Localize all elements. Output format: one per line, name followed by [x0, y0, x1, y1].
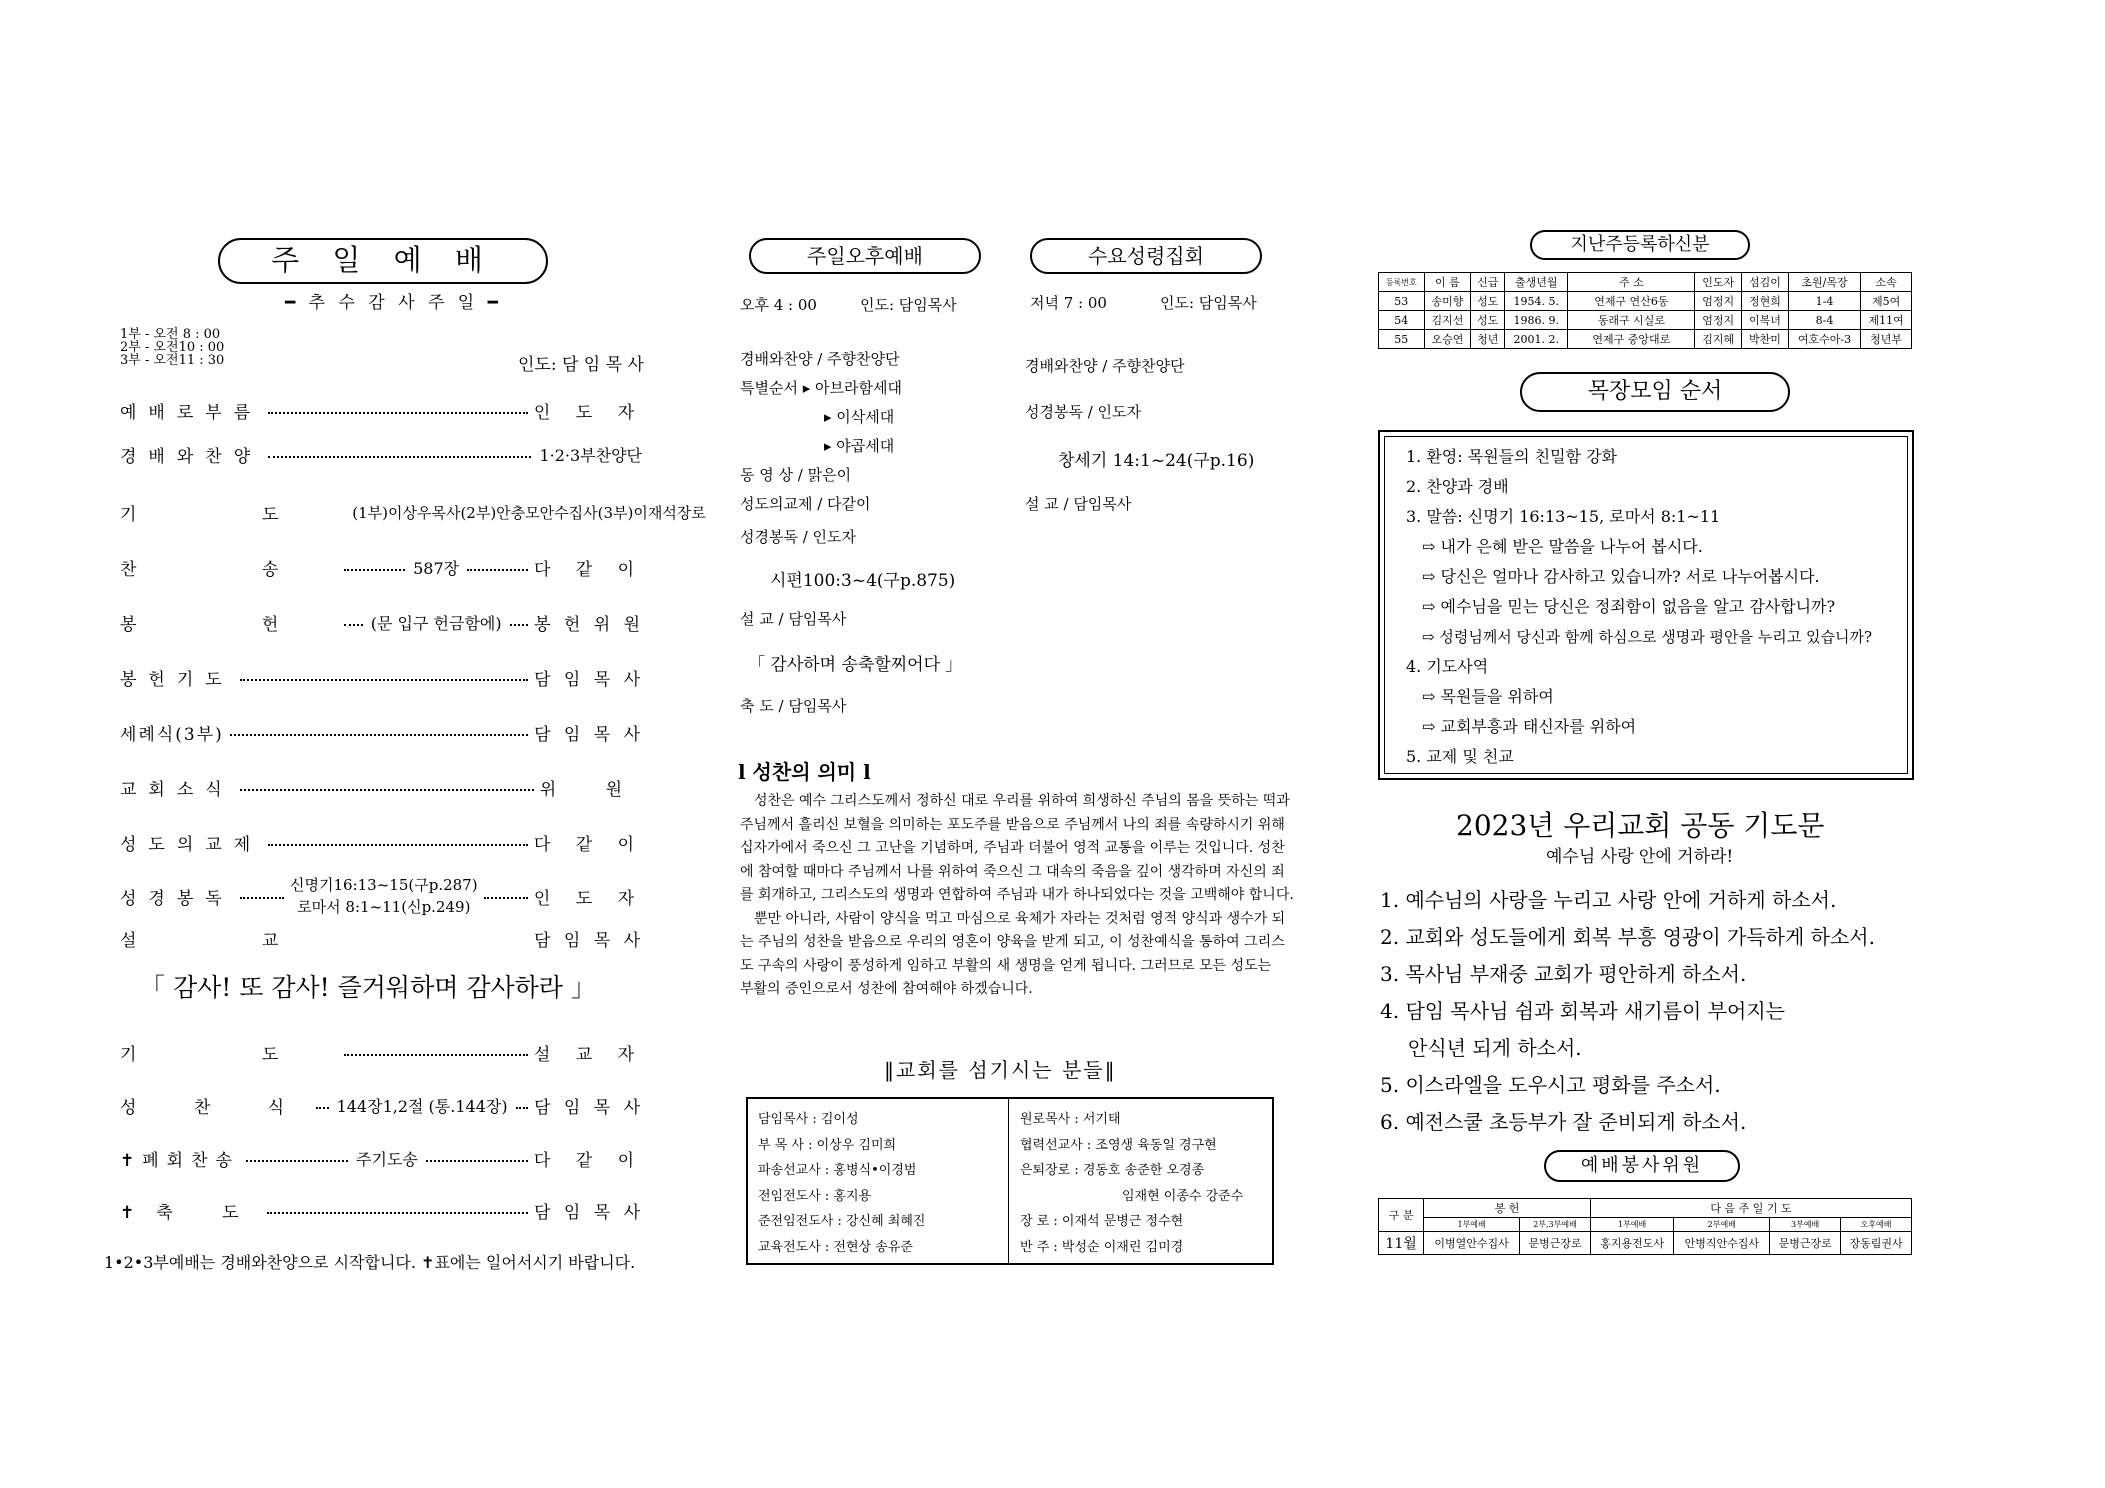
afternoon-benediction: 축 도 / 담임목사 — [740, 697, 847, 715]
table-row — [1379, 311, 1912, 330]
scripture-refs — [290, 874, 478, 918]
wednesday-leader: 인도: 담임목사 — [1160, 294, 1257, 312]
cell-meeting-title: 목장모임 순서 — [1520, 372, 1790, 412]
dot-leader — [467, 569, 528, 571]
prayer-item: 안식년 되게 하소서. — [1408, 1036, 1582, 1060]
cell-item: 1. 환영: 목원들의 친밀함 강화 — [1406, 447, 1618, 466]
cell-item: ⇨ 예수님을 믿는 당신은 정죄함이 없음을 알고 감사합니까? — [1422, 597, 1836, 616]
dot-leader — [268, 456, 531, 458]
dot-leader — [344, 569, 405, 571]
table-cell: 동래구 시실로 — [1568, 311, 1695, 330]
staff-divider — [1008, 1099, 1009, 1263]
order-item — [120, 1146, 644, 1171]
order-label: 교회소식 — [120, 780, 234, 800]
table-cell: 청년부 — [1861, 330, 1912, 349]
order-right: 인 도 자 — [533, 403, 644, 423]
table-row — [1379, 1232, 1912, 1255]
order-right: 담 임 목 사 — [534, 931, 644, 951]
table-header: 등록번호 — [1379, 273, 1425, 292]
order-label: 경배와찬양 — [120, 447, 263, 467]
essay-line: 를 회개하고, 그리스도의 생명과 연합하여 주님과 내가 하나되었다는 것을 고백해야 합니다. — [740, 887, 1294, 903]
service-committee-table — [1378, 1198, 1912, 1255]
order-mid: 주기도송 — [356, 1150, 418, 1169]
afternoon-item: 성도의교제 / 다같이 — [740, 495, 871, 513]
order-right: 봉 헌 위 원 — [534, 615, 645, 635]
dot-leader — [426, 1160, 528, 1162]
order-label: 봉헌기도 — [120, 670, 234, 690]
table-cell: 53 — [1379, 292, 1425, 311]
table-subheader: 1부예배 — [1590, 1218, 1673, 1232]
order-label: 성도의교제 — [120, 835, 263, 855]
table-cell: 여호수아-3 — [1788, 330, 1860, 349]
order-item — [120, 830, 644, 855]
table-subheader: 2부예배 — [1674, 1218, 1770, 1232]
staff-entry: 원로목사 : 서기태 — [1020, 1112, 1121, 1127]
dot-leader — [268, 844, 528, 846]
prayer-item: 1. 예수님의 사랑을 누리고 사랑 안에 거하게 하소서. — [1380, 888, 1837, 912]
table-cell: 연제구 연산6동 — [1568, 292, 1695, 311]
table-subheader: 오후예배 — [1841, 1218, 1912, 1232]
prayer-list — [1380, 882, 1875, 1141]
staff-entry: 부 목 사 : 이상우 김미희 — [758, 1137, 897, 1153]
table-cell: 성도 — [1471, 311, 1505, 330]
wednesday-service-title: 수요성령집회 — [1030, 238, 1262, 274]
order-item — [120, 442, 644, 467]
table-cell: 문병근장로 — [1520, 1232, 1591, 1255]
essay-line: 뿐만 아니라, 사람이 양식을 먹고 마심으로 육체가 자라는 것처럼 영적 양식과 생수가 되 — [754, 910, 1286, 927]
afternoon-item: 경배와찬양 / 주향찬양단 — [740, 350, 900, 368]
table-cell: 김지선 — [1424, 311, 1471, 330]
table-header: 섬김이 — [1742, 273, 1789, 292]
table-cell: 장동림권사 — [1841, 1232, 1912, 1255]
sunday-worship-subtitle: ━ 추 수 감 사 주 일 ━ — [285, 293, 502, 313]
order-right: 1·2·3부찬양단 — [539, 446, 642, 465]
table-cell: 박찬미 — [1742, 330, 1789, 349]
prayer-item: 6. 예전스쿨 초등부가 잘 준비되게 하소서. — [1380, 1110, 1747, 1134]
staff-entry: 협력선교사 : 조영생 육동일 경구현 — [1020, 1137, 1217, 1153]
order-item — [120, 1198, 644, 1223]
afternoon-item: ▸ 이삭세대 — [824, 408, 895, 426]
afternoon-item: 특별순서 ▸ 아브라함세대 — [740, 379, 902, 397]
order-right: 담 임 목 사 — [534, 725, 644, 745]
staff-title: ‖교회를 섬기시는 분들‖ — [884, 1058, 1117, 1082]
dot-leader — [230, 734, 528, 736]
table-row — [1379, 330, 1912, 349]
prayer-item: 2. 교회와 성도들에게 회복 부흥 영광이 가득하게 하소서. — [1380, 925, 1875, 949]
table-cell: 11월 — [1379, 1232, 1424, 1255]
wednesday-scripture: 창세기 14:1~24(구p.16) — [1058, 451, 1255, 471]
dot-leader — [316, 1107, 329, 1109]
staff-left — [758, 1107, 925, 1260]
table-subheader-row — [1379, 1218, 1912, 1232]
table-header-row — [1379, 273, 1912, 292]
table-cell: 55 — [1379, 330, 1425, 349]
table-cell: 1954. 5. — [1505, 292, 1568, 311]
prayer-item: 3. 목사님 부재중 교회가 평안하게 하소서. — [1380, 962, 1747, 986]
dot-leader — [344, 624, 363, 626]
table-header: 다 음 주 일 기 도 — [1590, 1199, 1911, 1218]
dot-leader — [267, 1212, 529, 1214]
cell-item: ⇨ 교회부흥과 태신자를 위하여 — [1422, 717, 1637, 736]
order-label: 성 찬 식 — [120, 1098, 311, 1118]
staff-entry: 은퇴장로 : 경동호 송준한 오경종 — [1020, 1163, 1205, 1178]
staff-entry: 장 로 : 이재석 문병근 정수현 — [1020, 1214, 1184, 1229]
prayer-item: 5. 이스라엘을 도우시고 평화를 주소서. — [1380, 1073, 1721, 1097]
staff-entry: 반 주 : 박성순 이재린 김미경 — [1020, 1239, 1184, 1255]
order-item — [120, 775, 644, 800]
table-header: 신급 — [1471, 273, 1505, 292]
dot-leader — [484, 897, 528, 899]
order-item — [120, 555, 644, 580]
cell-item: 5. 교제 및 친교 — [1406, 747, 1514, 766]
prayer-item: 4. 담임 목사님 쉼과 회복과 새기름이 부어지는 — [1380, 999, 1785, 1023]
cell-item: ⇨ 내가 은혜 받은 말씀을 나누어 봅시다. — [1422, 537, 1703, 556]
scripture-ref-2: 로마서 8:1~11(신p.249) — [297, 898, 471, 916]
cell-item: ⇨ 목원들을 위하여 — [1422, 687, 1554, 706]
essay-line: 에 참여할 때마다 주님께서 나를 위하여 죽으신 그 대속의 죽음을 깊이 생각하며 자신의 죄 — [740, 863, 1285, 880]
essay-line: 부활의 증인으로서 성찬에 참여해야 하겠습니다. — [740, 981, 1033, 997]
cell-item: 2. 찬양과 경배 — [1406, 477, 1509, 496]
order-label: ✝축 도 — [120, 1203, 261, 1223]
table-cell: 송미향 — [1424, 292, 1471, 311]
service-time-1: 1부 - 오전 8 : 00 — [120, 327, 221, 342]
table-cell: 엄정지 — [1695, 292, 1742, 311]
order-item — [120, 398, 644, 423]
prayer-title: 2023년 우리교회 공동 기도문 — [1456, 809, 1825, 842]
afternoon-item: 성경봉독 / 인도자 — [740, 528, 857, 546]
table-header-row — [1379, 1199, 1912, 1218]
wednesday-sermon: 설 교 / 담임목사 — [1025, 495, 1132, 513]
table-cell: 1986. 9. — [1505, 311, 1568, 330]
cell-item: ⇨ 성령님께서 당신과 함께 하심으로 생명과 평안을 누리고 있습니까? — [1422, 628, 1872, 646]
dot-leader — [268, 412, 528, 414]
table-cell: 홍지용전도사 — [1590, 1232, 1673, 1255]
order-right: 위 원 — [539, 780, 644, 800]
table-cell: 제11여 — [1861, 311, 1912, 330]
dot-leader — [516, 1107, 529, 1109]
staff-right — [1020, 1107, 1243, 1260]
table-header: 초원/목장 — [1788, 273, 1860, 292]
order-item — [120, 665, 644, 690]
service-time-3: 3부 - 오전11 : 30 — [120, 353, 225, 368]
order-right: 다 같 이 — [533, 1151, 644, 1171]
table-header: 출생년월 — [1505, 273, 1568, 292]
afternoon-sermon: 설 교 / 담임목사 — [740, 610, 847, 628]
table-header: 봉 헌 — [1424, 1199, 1591, 1218]
prayer-subtitle: 예수님 사랑 안에 거하라! — [1546, 847, 1734, 867]
footnote: 1•2•3부예배는 경배와찬양으로 시작합니다. ✝표에는 일어서시기 바랍니다. — [104, 1253, 636, 1272]
table-header: 이 름 — [1424, 273, 1471, 292]
order-mid: (1부)이상우목사(2부)안충모안수집사(3부)이재석장로 — [352, 504, 706, 522]
table-cell: 청년 — [1471, 330, 1505, 349]
order-label: 봉 헌 — [120, 615, 339, 635]
order-item — [120, 610, 644, 635]
afternoon-service-title: 주일오후예배 — [749, 238, 981, 274]
table-header: 구 분 — [1379, 1199, 1424, 1232]
order-item — [120, 1040, 644, 1065]
afternoon-item: ▸ 야곱세대 — [824, 437, 895, 455]
table-cell: 이복녀 — [1742, 311, 1789, 330]
table-cell: 54 — [1379, 311, 1425, 330]
staff-entry: 교육전도사 : 전현상 송유준 — [758, 1239, 913, 1255]
cell-meeting-list — [1406, 442, 1872, 772]
afternoon-scripture: 시편100:3~4(구p.875) — [770, 571, 956, 591]
order-right: 다 같 이 — [533, 835, 644, 855]
afternoon-sermon-title: 「 감사하며 송축할찌어다 」 — [748, 655, 963, 675]
order-mid: 144장1,2절 (통.144장) — [336, 1097, 508, 1116]
wednesday-time: 저녁 7 : 00 — [1030, 294, 1107, 312]
table-cell: 8-4 — [1788, 311, 1860, 330]
essay-body — [740, 790, 1294, 1002]
order-label: 예배로부름 — [120, 403, 263, 423]
table-header: 소속 — [1861, 273, 1912, 292]
order-mid: 587장 — [413, 559, 460, 578]
cell-meeting-box — [1378, 430, 1914, 780]
afternoon-leader: 인도: 담임목사 — [860, 296, 957, 314]
order-item — [120, 720, 644, 745]
order-label: 설 교 — [120, 931, 339, 951]
table-cell: 김지혜 — [1695, 330, 1742, 349]
table-cell: 문병근장로 — [1770, 1232, 1841, 1255]
dot-leader — [510, 624, 529, 626]
order-right: 설 교 자 — [533, 1045, 644, 1065]
scripture-ref-1: 신명기16:13~15(구p.287) — [290, 876, 478, 894]
table-cell: 성도 — [1471, 292, 1505, 311]
table-cell: 이병열안수집사 — [1424, 1232, 1520, 1255]
order-label: 세례식(3부) — [120, 725, 224, 745]
table-cell: 2001. 2. — [1505, 330, 1568, 349]
newcomers-title: 지난주등록하신분 — [1530, 230, 1750, 260]
sermon-item — [120, 926, 644, 951]
essay-line: 주님께서 흘리신 보혈을 의미하는 포도주를 받음으로 주님께서 나의 죄를 속량하시기 위해 — [740, 816, 1285, 833]
dot-leader — [344, 1054, 528, 1056]
order-item — [120, 500, 706, 525]
leader-label: 인도: 담 임 목 사 — [518, 355, 644, 375]
order-right: 인 도 자 — [533, 888, 644, 909]
dot-leader — [240, 789, 534, 791]
table-cell: 정현희 — [1742, 292, 1789, 311]
table-row — [1379, 292, 1912, 311]
table-subheader: 2부,3부예배 — [1520, 1218, 1591, 1232]
table-cell: 오승연 — [1424, 330, 1471, 349]
order-label: ✝폐회찬송 — [120, 1151, 240, 1171]
essay-title: l 성찬의 의미 l — [738, 760, 871, 784]
order-label: 기 도 — [120, 505, 339, 525]
table-header: 인도자 — [1695, 273, 1742, 292]
order-item — [120, 1093, 644, 1118]
staff-entry: 임재현 이종수 강준수 — [1122, 1188, 1244, 1204]
table-subheader: 1부예배 — [1424, 1218, 1520, 1232]
newcomers-table — [1378, 272, 1912, 349]
service-time-2: 2부 - 오전10 : 00 — [120, 340, 225, 355]
essay-line: 성찬은 예수 그리스도께서 정하신 대로 우리를 위하여 희생하신 주님의 몸을 뜻하는 떡과 — [754, 793, 1290, 809]
cell-item: ⇨ 당신은 얼마나 감사하고 있습니까? 서로 나누어봅시다. — [1422, 567, 1820, 586]
staff-entry: 담임목사 : 김이성 — [758, 1112, 859, 1127]
table-cell: 1-4 — [1788, 292, 1860, 311]
table-header: 주 소 — [1568, 273, 1695, 292]
wednesday-item: 성경봉독 / 인도자 — [1025, 403, 1142, 421]
table-cell: 제5여 — [1861, 292, 1912, 311]
table-cell: 안병직안수집사 — [1674, 1232, 1770, 1255]
order-mid: (문 입구 헌금함에) — [370, 614, 502, 633]
afternoon-time: 오후 4 : 00 — [740, 296, 817, 314]
staff-entry: 파송선교사 : 홍병식•이경범 — [758, 1163, 917, 1178]
cell-item: 3. 말씀: 신명기 16:13~15, 로마서 8:1~11 — [1406, 507, 1721, 526]
staff-entry: 준전임전도사 : 강신혜 최혜진 — [758, 1214, 926, 1229]
staff-entry: 전임전도사 : 홍지용 — [758, 1188, 872, 1204]
order-right: 담 임 목 사 — [534, 1098, 644, 1118]
sermon-title: 「 감사! 또 감사! 즐거워하며 감사하라 」 — [140, 973, 596, 1002]
order-label: 기 도 — [120, 1045, 339, 1065]
sunday-worship-title: 주 일 예 배 — [218, 238, 548, 284]
essay-line: 도 구속의 사랑이 풍성하게 임하고 부활의 새 생명을 얻게 됩니다. 그러므로 모든 성도는 — [740, 957, 1272, 974]
dot-leader — [246, 1160, 348, 1162]
service-committee-title: 예배봉사위원 — [1544, 1150, 1740, 1182]
dot-leader — [240, 897, 284, 899]
dot-leader — [240, 679, 528, 681]
wednesday-item: 경배와찬양 / 주향찬양단 — [1025, 357, 1185, 375]
order-right: 담 임 목 사 — [534, 1203, 644, 1223]
table-cell: 엄정지 — [1695, 311, 1742, 330]
scripture-item — [120, 874, 644, 918]
essay-line: 는 주님의 성찬을 받음으로 우리의 영혼이 양육을 받게 되고, 이 성찬예식을 통하여 그리스 — [740, 934, 1285, 950]
cell-item: 4. 기도사역 — [1406, 657, 1489, 676]
essay-line: 십자가에서 죽으신 그 고난을 기념하며, 주님과 더불어 영적 교통을 이루는 것입니다. 성찬 — [740, 840, 1285, 856]
order-label: 성경봉독 — [120, 888, 234, 909]
table-subheader: 3부예배 — [1770, 1218, 1841, 1232]
order-right: 담 임 목 사 — [534, 670, 644, 690]
order-right: 다 같 이 — [533, 560, 645, 580]
staff-box — [746, 1097, 1274, 1265]
table-cell: 연제구 중앙대로 — [1568, 330, 1695, 349]
afternoon-item: 동 영 상 / 맑은이 — [740, 466, 852, 484]
order-label: 찬 송 — [120, 560, 339, 580]
